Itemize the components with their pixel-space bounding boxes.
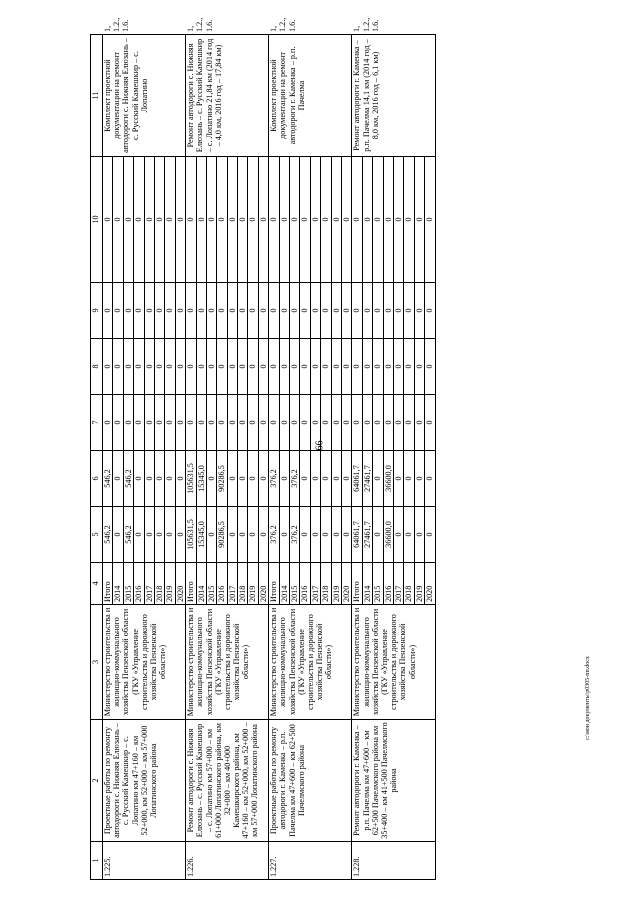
value-cell: 0 (321, 451, 331, 507)
header-cell: 11 (91, 35, 103, 157)
value-cell: 0 (258, 157, 268, 283)
year-cell: 2017 (310, 563, 320, 605)
row-number: 1.225. (103, 842, 186, 880)
value-cell: 0 (103, 395, 113, 451)
value-cell: 0 (425, 339, 435, 395)
value-cell: 0 (258, 507, 268, 563)
value-cell: 0 (310, 395, 320, 451)
value-cell: 376,2 (290, 507, 300, 563)
value-cell: 376,2 (290, 451, 300, 507)
year-cell: 2019 (165, 563, 175, 605)
value-cell: 0 (341, 451, 351, 507)
value-cell: 0 (217, 395, 227, 451)
value-cell: 105631,5 (186, 507, 196, 563)
value-cell: 0 (373, 339, 383, 395)
value-cell: 0 (248, 283, 258, 339)
value-cell: 0 (269, 157, 279, 283)
activity-name: Проектные работы по ремонту автодороги с. Нижняя Елюзань – с. Русский Камешкир – с. Лопатино км 47+160 – км 52+000, км 52+000 – км 57+000 Лопатинского района (103, 720, 186, 842)
value-cell: 0 (134, 157, 144, 283)
value-cell: 0 (352, 395, 362, 451)
value-cell: 546,2 (123, 451, 133, 507)
table-row: 1.227. Проектные работы по ремонту автодороги г. Каменка – р.п. Пачелма км 47+600 – км 62+500 Пачелмского района Министерство строительства и жилищно-коммунального хозяйства Пензенской области (ГКУ «Управление строительства и дорожного хозяйства Пензенской области») Итого 376,2 376,2 0 0 0 0 Комплект проектной документации на ремонт автодороги г. Каменка – р.п. Пачелма 1, 1.2., 1.6. (269, 35, 279, 880)
year-cell: 2014 (113, 563, 123, 605)
row-number: 1.228. (352, 842, 435, 880)
value-cell: 0 (186, 395, 196, 451)
value-cell: 0 (165, 507, 175, 563)
value-cell: 0 (248, 451, 258, 507)
value-cell: 0 (258, 395, 268, 451)
value-cell: 0 (103, 157, 113, 283)
year-cell: 2014 (196, 563, 206, 605)
activity-name: Ремонт автодороги г. Каменка – р.п. Пачелма км 47+600 – км 62+500 Пачелмского района км 35+400 – км 41+500 Пачелмского района (352, 720, 435, 842)
value-cell: 64061,7 (352, 451, 362, 507)
value-cell: 0 (238, 507, 248, 563)
value-cell: 0 (321, 395, 331, 451)
value-cell: 0 (310, 451, 320, 507)
value-cell: 0 (321, 283, 331, 339)
value-cell: 0 (227, 395, 237, 451)
year-cell: 2016 (217, 563, 227, 605)
value-cell: 0 (134, 283, 144, 339)
header-cell: 6 (91, 451, 103, 507)
agency-name: Министерство строительства и жилищно-коммунального хозяйства Пензенской области (ГКУ «Управление строительства и дорожного хозяйства Пензенской области») (352, 605, 435, 720)
year-cell: 2018 (238, 563, 248, 605)
agency-name: Министерство строительства и жилищно-коммунального хозяйства Пензенской области (ГКУ «Управление строительства и дорожного хозяйства Пензенской области») (103, 605, 186, 720)
year-cell: 2019 (331, 563, 341, 605)
value-cell: 0 (258, 283, 268, 339)
value-cell: 0 (279, 283, 289, 339)
value-cell: 0 (310, 339, 320, 395)
value-cell: 0 (134, 507, 144, 563)
value-cell: 0 (206, 395, 216, 451)
table-row: 1.225. Проектные работы по ремонту автодороги с. Нижняя Елюзань – с. Русский Камешкир – с. Лопатино км 47+160 – км 52+000, км 52+000 – км 57+000 Лопатинского района Министерство строительства и жилищно-коммунального хозяйства Пензенской области (ГКУ «Управление строительства и дорожного хозяйства Пензенской области») Итого 546,2 546,2 0 0 0 0 Комплект проектной документации на ремонт автодороги с. Нижняя Елюзань – с. Русский Камешкир – с. Лопатино 1, 1.2., 1.6. (103, 35, 113, 880)
year-cell: Итого (352, 563, 362, 605)
value-cell: 0 (217, 339, 227, 395)
value-cell: 0 (414, 283, 424, 339)
value-cell: 0 (206, 283, 216, 339)
value-cell: 0 (404, 157, 414, 283)
year-cell: Итого (103, 563, 113, 605)
table-body (103, 17, 436, 880)
agency-name: Министерство строительства и жилищно-коммунального хозяйства Пензенской области (ГКУ «Управление строительства и дорожного хозяйства Пензенской области») (186, 605, 269, 720)
value-cell: 0 (165, 283, 175, 339)
agency-name: Министерство строительства и жилищно-коммунального хозяйства Пензенской области (ГКУ «Управление строительства и дорожного хозяйства Пензенской области») (269, 605, 352, 720)
value-cell: 0 (134, 339, 144, 395)
value-cell: 0 (321, 507, 331, 563)
value-cell: 0 (321, 157, 331, 283)
value-cell: 0 (373, 157, 383, 283)
value-cell: 0 (103, 339, 113, 395)
value-cell: 0 (362, 395, 372, 451)
value-cell: 36600,0 (383, 451, 393, 507)
value-cell: 0 (206, 339, 216, 395)
value-cell: 0 (331, 339, 341, 395)
activity-name: Ремонт автодороги с. Нижняя Елюзань – с. Русский Камешкир – с. Лопатино км 57+000 – км 61+000 Лопатинского района, км 32+000 – км 40+000 Камешкирского района, км 47+160 – км 52+000, км 52+000 – км 57+000 Лопатинского района (186, 720, 269, 842)
value-cell: 15345,0 (196, 451, 206, 507)
value-cell: 0 (165, 157, 175, 283)
value-cell: 0 (175, 451, 185, 507)
value-cell: 0 (154, 339, 164, 395)
value-cell: 0 (414, 395, 424, 451)
table-row: 1.226. Ремонт автодороги с. Нижняя Елюзань – с. Русский Камешкир – с. Лопатино км 57+000 – км 61+000 Лопатинского района, км 32+000 – км 40+000 Камешкирского района, км 47+160 – км 52+000, км 52+000 – км 57+000 Лопатинского района Министерство строительства и жилищно-коммунального хозяйства Пензенской области (ГКУ «Управление строительства и дорожного хозяйства Пензенской области») Итого 105631,5 105631,5 0 0 0 0 Ремонт автодороги с. Нижняя Елюзань – с. Русский Камешкир – с. Лопатино 21,84 км (2014 год – 4,0 км, 2016 год – 17,84 км) 1, 1.2., 1.6. (186, 35, 196, 880)
value-cell: 0 (144, 395, 154, 451)
value-cell: 0 (258, 451, 268, 507)
value-cell: 0 (154, 395, 164, 451)
value-cell: 15345,0 (196, 507, 206, 563)
year-cell: Итого (186, 563, 196, 605)
value-cell: 0 (404, 339, 414, 395)
footer-path: c:\мои документы\р0305-пп.docx (585, 656, 591, 740)
row-number: 1.226. (186, 842, 269, 880)
value-cell: 0 (352, 157, 362, 283)
year-cell: 2020 (258, 563, 268, 605)
value-cell: 0 (425, 395, 435, 451)
expected-result: Комплект проектной документации на ремонт автодороги г. Каменка – р.п. Пачелма (269, 35, 352, 157)
value-cell: 0 (331, 395, 341, 451)
value-cell: 36600,0 (383, 507, 393, 563)
value-cell: 0 (310, 157, 320, 283)
value-cell: 0 (134, 395, 144, 451)
value-cell: 0 (269, 395, 279, 451)
value-cell: 0 (279, 339, 289, 395)
value-cell: 0 (269, 283, 279, 339)
value-cell: 0 (341, 283, 351, 339)
value-cell: 0 (186, 283, 196, 339)
year-cell: 2018 (154, 563, 164, 605)
expected-result: Комплект проектной документации на ремонт автодороги с. Нижняя Елюзань – с. Русский Камешкир – с. Лопатино (103, 35, 186, 157)
value-cell: 0 (113, 283, 123, 339)
value-cell: 0 (362, 283, 372, 339)
value-cell: 0 (300, 157, 310, 283)
expected-result: Ремонт автодороги с. Нижняя Елюзань – с. Русский Камешкир – с. Лопатино 21,84 км (2014 год – 4,0 км, 2016 год – 17,84 км) (186, 35, 269, 157)
year-cell: 2018 (404, 563, 414, 605)
value-cell: 546,2 (103, 451, 113, 507)
year-cell: 2020 (425, 563, 435, 605)
year-cell: 2020 (175, 563, 185, 605)
value-cell: 0 (144, 283, 154, 339)
value-cell: 0 (414, 507, 424, 563)
value-cell: 0 (341, 157, 351, 283)
expected-result: Ремонт автодороги г. Каменка – р.п. Пачелма 14,1 км (2014 год – 8,0 км, 2016 год – 6,1 км) (352, 35, 435, 157)
value-cell: 0 (144, 451, 154, 507)
value-cell: 0 (165, 451, 175, 507)
value-cell: 0 (154, 451, 164, 507)
value-cell: 0 (383, 157, 393, 283)
value-cell: 0 (248, 507, 258, 563)
value-cell: 0 (300, 283, 310, 339)
value-cell: 0 (404, 283, 414, 339)
value-cell: 90286,5 (217, 507, 227, 563)
value-cell: 0 (310, 507, 320, 563)
year-cell: 2016 (300, 563, 310, 605)
value-cell: 0 (175, 283, 185, 339)
program-table (90, 17, 436, 880)
value-cell: 0 (113, 339, 123, 395)
value-cell: 0 (123, 157, 133, 283)
value-cell: 0 (103, 283, 113, 339)
value-cell: 0 (290, 283, 300, 339)
value-cell: 0 (393, 451, 403, 507)
value-cell: 0 (425, 507, 435, 563)
value-cell: 0 (217, 157, 227, 283)
value-cell: 0 (227, 283, 237, 339)
value-cell: 0 (331, 451, 341, 507)
header-cell: 2 (91, 720, 103, 842)
value-cell: 0 (196, 157, 206, 283)
value-cell: 0 (175, 339, 185, 395)
value-cell: 0 (134, 451, 144, 507)
value-cell: 0 (238, 451, 248, 507)
value-cell: 27461,7 (362, 507, 372, 563)
value-cell: 0 (227, 451, 237, 507)
value-cell: 0 (414, 157, 424, 283)
header-cell: 4 (91, 563, 103, 605)
value-cell: 0 (425, 451, 435, 507)
value-cell: 0 (175, 395, 185, 451)
header-cell: 5 (91, 507, 103, 563)
value-cell: 0 (279, 395, 289, 451)
value-cell: 0 (113, 507, 123, 563)
value-cell: 0 (227, 507, 237, 563)
value-cell: 0 (310, 283, 320, 339)
value-cell: 0 (113, 451, 123, 507)
value-cell: 0 (186, 157, 196, 283)
value-cell: 0 (123, 283, 133, 339)
value-cell: 0 (341, 507, 351, 563)
value-cell: 376,2 (269, 507, 279, 563)
value-cell: 0 (175, 507, 185, 563)
value-cell: 0 (290, 339, 300, 395)
value-cell: 0 (154, 283, 164, 339)
year-cell: 2015 (123, 563, 133, 605)
value-cell: 0 (373, 283, 383, 339)
value-cell: 0 (175, 157, 185, 283)
value-cell: 0 (186, 339, 196, 395)
value-cell: 0 (217, 283, 227, 339)
value-cell: 0 (154, 157, 164, 283)
value-cell: 0 (383, 395, 393, 451)
year-cell: 2017 (144, 563, 154, 605)
value-cell: 0 (113, 395, 123, 451)
value-cell: 0 (123, 339, 133, 395)
header-cell: 9 (91, 283, 103, 339)
header-cell: 1 (91, 842, 103, 880)
value-cell: 0 (341, 339, 351, 395)
value-cell: 0 (393, 507, 403, 563)
value-cell: 0 (425, 283, 435, 339)
header-cell: 10 (91, 157, 103, 283)
value-cell: 0 (196, 283, 206, 339)
value-cell: 0 (144, 157, 154, 283)
value-cell: 0 (269, 339, 279, 395)
value-cell: 0 (362, 339, 372, 395)
value-cell: 0 (206, 157, 216, 283)
value-cell: 0 (248, 339, 258, 395)
value-cell: 0 (414, 451, 424, 507)
document-table-wrapper (90, 17, 605, 880)
value-cell: 0 (404, 395, 414, 451)
value-cell: 0 (196, 339, 206, 395)
value-cell: 0 (393, 157, 403, 283)
value-cell: 0 (248, 157, 258, 283)
header-cell: 8 (91, 339, 103, 395)
value-cell: 0 (383, 339, 393, 395)
value-cell: 0 (352, 283, 362, 339)
value-cell: 105631,5 (186, 451, 196, 507)
value-cell: 0 (196, 395, 206, 451)
value-cell: 0 (331, 507, 341, 563)
value-cell: 0 (144, 507, 154, 563)
value-cell: 0 (373, 451, 383, 507)
year-cell: 2017 (227, 563, 237, 605)
header-cell: 7 (91, 395, 103, 451)
value-cell: 0 (425, 157, 435, 283)
value-cell: 0 (300, 339, 310, 395)
value-cell: 546,2 (103, 507, 113, 563)
value-cell: 0 (300, 507, 310, 563)
value-cell: 0 (238, 395, 248, 451)
value-cell: 0 (331, 157, 341, 283)
value-cell: 0 (373, 395, 383, 451)
value-cell: 0 (393, 339, 403, 395)
table-row: 1.228. Ремонт автодороги г. Каменка – р.п. Пачелма км 47+600 – км 62+500 Пачелмского района км 35+400 – км 41+500 Пачелмского района Министерство строительства и жилищно-коммунального хозяйства Пензенской области (ГКУ «Управление строительства и дорожного хозяйства Пензенской области») Итого 64061,7 64061,7 0 0 0 0 Ремонт автодороги г. Каменка – р.п. Пачелма 14,1 км (2014 год – 8,0 км, 2016 год – 6,1 км) 1, 1.2., 1.6. (352, 35, 362, 880)
header-row (91, 35, 103, 880)
value-cell: 0 (123, 395, 133, 451)
value-cell: 0 (248, 395, 258, 451)
value-cell: 0 (258, 339, 268, 395)
value-cell: 0 (383, 283, 393, 339)
year-cell: 2018 (321, 563, 331, 605)
value-cell: 0 (154, 507, 164, 563)
value-cell: 0 (373, 507, 383, 563)
value-cell: 0 (352, 339, 362, 395)
value-cell: 0 (331, 283, 341, 339)
activity-name: Проектные работы по ремонту автодороги г. Каменка – р.п. Пачелма км 47+600 – км 62+500 Пачелмского района (269, 720, 352, 842)
year-cell: 2019 (414, 563, 424, 605)
value-cell: 0 (414, 339, 424, 395)
value-cell: 0 (279, 451, 289, 507)
value-cell: 64061,7 (352, 507, 362, 563)
value-cell: 0 (144, 339, 154, 395)
value-cell: 0 (238, 283, 248, 339)
value-cell: 0 (113, 157, 123, 283)
header-cell: 3 (91, 605, 103, 720)
value-cell: 0 (290, 395, 300, 451)
value-cell: 0 (393, 283, 403, 339)
value-cell: 27461,7 (362, 451, 372, 507)
value-cell: 0 (227, 339, 237, 395)
row-number: 1.227. (269, 842, 352, 880)
value-cell: 0 (206, 507, 216, 563)
value-cell: 0 (404, 507, 414, 563)
value-cell: 0 (238, 339, 248, 395)
value-cell: 0 (206, 451, 216, 507)
value-cell: 0 (279, 157, 289, 283)
year-cell: 2016 (134, 563, 144, 605)
value-cell: 0 (341, 395, 351, 451)
value-cell: 0 (362, 157, 372, 283)
year-cell: 2017 (393, 563, 403, 605)
value-cell: 0 (238, 157, 248, 283)
year-cell: 2015 (206, 563, 216, 605)
value-cell: 0 (165, 395, 175, 451)
value-cell: 0 (404, 451, 414, 507)
value-cell: 0 (300, 451, 310, 507)
value-cell: 0 (227, 157, 237, 283)
value-cell: 90286,5 (217, 451, 227, 507)
year-cell: 2015 (290, 563, 300, 605)
year-cell: 2020 (341, 563, 351, 605)
year-cell: 2015 (373, 563, 383, 605)
page-number: 66 (314, 440, 326, 451)
year-cell: Итого (269, 563, 279, 605)
year-cell: 2014 (362, 563, 372, 605)
value-cell: 0 (279, 507, 289, 563)
year-cell: 2016 (383, 563, 393, 605)
year-cell: 2019 (248, 563, 258, 605)
year-cell: 2014 (279, 563, 289, 605)
value-cell: 546,2 (123, 507, 133, 563)
value-cell: 0 (321, 339, 331, 395)
value-cell: 376,2 (269, 451, 279, 507)
value-cell: 0 (290, 157, 300, 283)
value-cell: 0 (165, 339, 175, 395)
value-cell: 0 (300, 395, 310, 451)
value-cell: 0 (393, 395, 403, 451)
